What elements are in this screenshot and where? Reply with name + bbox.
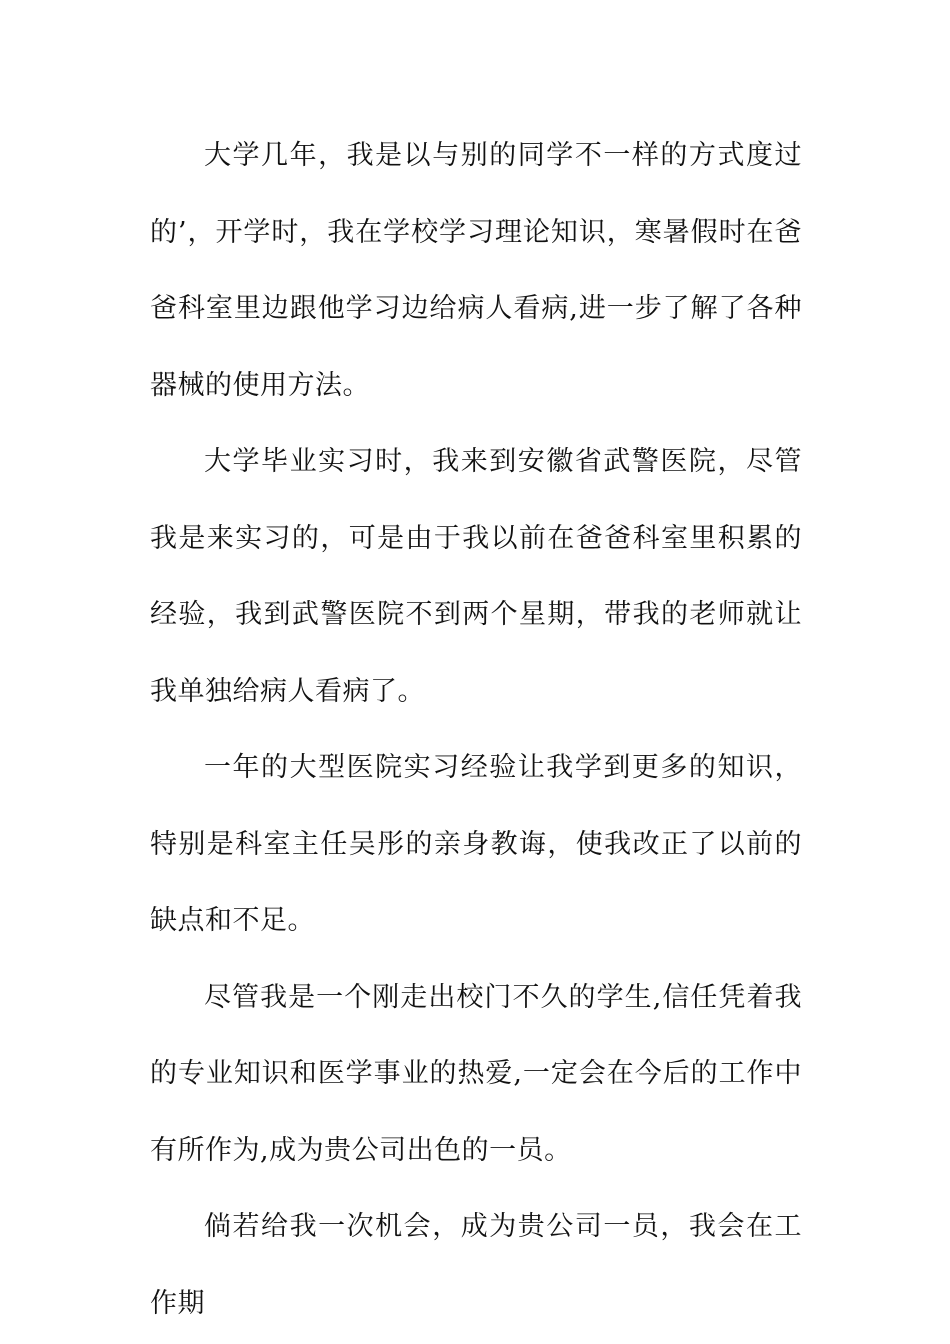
paragraph-2: 大学毕业实习时，我来到安徽省武警医院，尽管我是来实习的，可是由于我以前在爸爸科室里积累的经验，我到武警医院不到两个星期，带我的老师就让我单独给病人看病了。 bbox=[150, 446, 802, 707]
paragraph-5: 倘若给我一次机会，成为贵公司一员，我会在工作期 bbox=[150, 1211, 802, 1319]
paragraph-4: 尽管我是一个刚走出校门不久的学生,信任凭着我的专业知识和医学事业的热爱,一定会在今后的工作中有所作为,成为贵公司出色的一员。 bbox=[150, 981, 802, 1166]
document-body bbox=[150, 118, 802, 1342]
paragraph-3: 一年的大型医院实习经验让我学到更多的知识，特别是科室主任吴彤的亲身教诲，使我改正了以前的缺点和不足。 bbox=[150, 752, 802, 936]
paragraph-1: 大学几年，我是以与别的同学不一样的方式度过的’，开学时，我在学校学习理论知识，寒暑假时在爸爸科室里边跟他学习边给病人看病,进一步了解了各种器械的使用方法。 bbox=[150, 140, 802, 401]
